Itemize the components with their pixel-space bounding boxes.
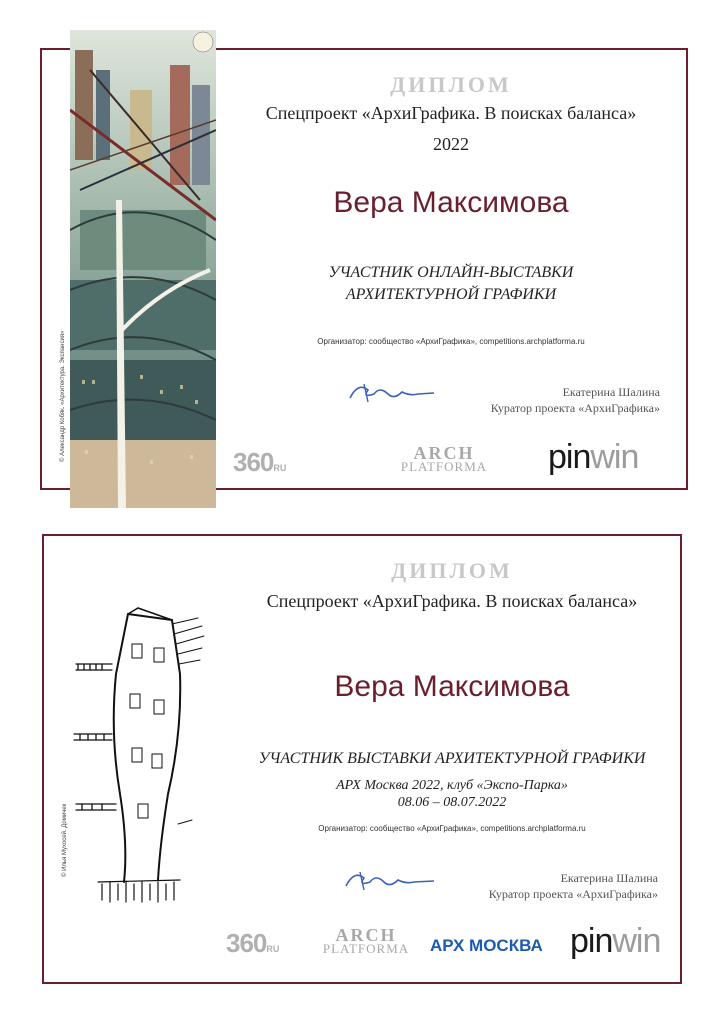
organizer-note: Организатор: сообщество «АрхиГрафика», competitions.archplatforma.ru [317,337,585,346]
logo-360-sub: RU [273,463,287,473]
year: 2022 [433,134,469,154]
diploma-online [0,0,724,500]
event-line: АРХ Москва 2022, клуб «Экспо-Парка» [336,778,568,793]
award-title: УЧАСТНИК ВЫСТАВКИ АРХИТЕКТУРНОЙ ГРАФИКИ [258,750,646,767]
signer-name: Екатерина Шалина [562,385,660,399]
award-title [216,262,686,306]
logo-360-ru [226,928,279,959]
signer-block [428,870,658,902]
project-title: Спецпроект «АрхиГрафика. В поисках баланса» [266,591,638,611]
logo-360-main: 360 [233,447,274,477]
signer-role: Куратор проекта «АрхиГрафика» [490,401,660,415]
event-dates: 08.06 – 08.07.2022 [397,795,507,810]
logo-arx-moskva: АРХ МОСКВА [430,936,543,955]
logo-pinwin [548,438,638,477]
signer-role: Куратор проекта «АрхиГрафика» [488,887,658,901]
logo-arch-bottom: PLATFORMA [400,459,488,474]
logo-arch-top: ARCH [413,443,475,463]
diploma-heading: ДИПЛОМ [390,72,512,97]
logo-pinwin [570,922,660,961]
diploma-heading: ДИПЛОМ [391,558,513,583]
diploma-arx-moskva [0,522,724,1022]
signature-image [344,376,440,408]
building-sketch [72,604,224,904]
art-credit: © Илья Мухосей. Домичек [62,803,68,877]
logo-360-main: 360 [226,928,267,958]
recipient-name: Вера Максимова [334,670,570,703]
art-credit: © Александр Кобяк. «Архитектура. Экспансия» [60,330,66,462]
logo-pinwin-b: win [590,438,639,476]
logo-arch-top: ARCH [335,925,397,945]
logo-360-sub: RU [266,944,280,954]
logo-pinwin-b: win [612,922,661,960]
award-line-2: АРХИТЕКТУРНОЙ ГРАФИКИ [345,286,557,303]
signer-name: Екатерина Шалина [560,871,658,885]
project-title: Спецпроект «АрхиГрафика. В поисках баланса» [265,103,637,123]
logo-pinwin-a: pin [548,438,591,476]
logo-360-ru [233,447,286,478]
signature-image [340,864,440,896]
award-line-1: УЧАСТНИК ОНЛАЙН-ВЫСТАВКИ [328,264,574,281]
event-info [224,777,680,811]
logo-arch-platforma [396,443,492,474]
logo-arch-platforma [318,925,414,956]
organizer-note: Организатор: сообщество «АрхиГрафика», competitions.archplatforma.ru [318,824,586,833]
logo-pinwin-a: pin [570,922,613,960]
recipient-name: Вера Максимова [333,186,569,219]
signer-block [430,384,660,416]
architectural-artwork [70,30,216,508]
logo-arch-bottom: PLATFORMA [322,941,410,956]
